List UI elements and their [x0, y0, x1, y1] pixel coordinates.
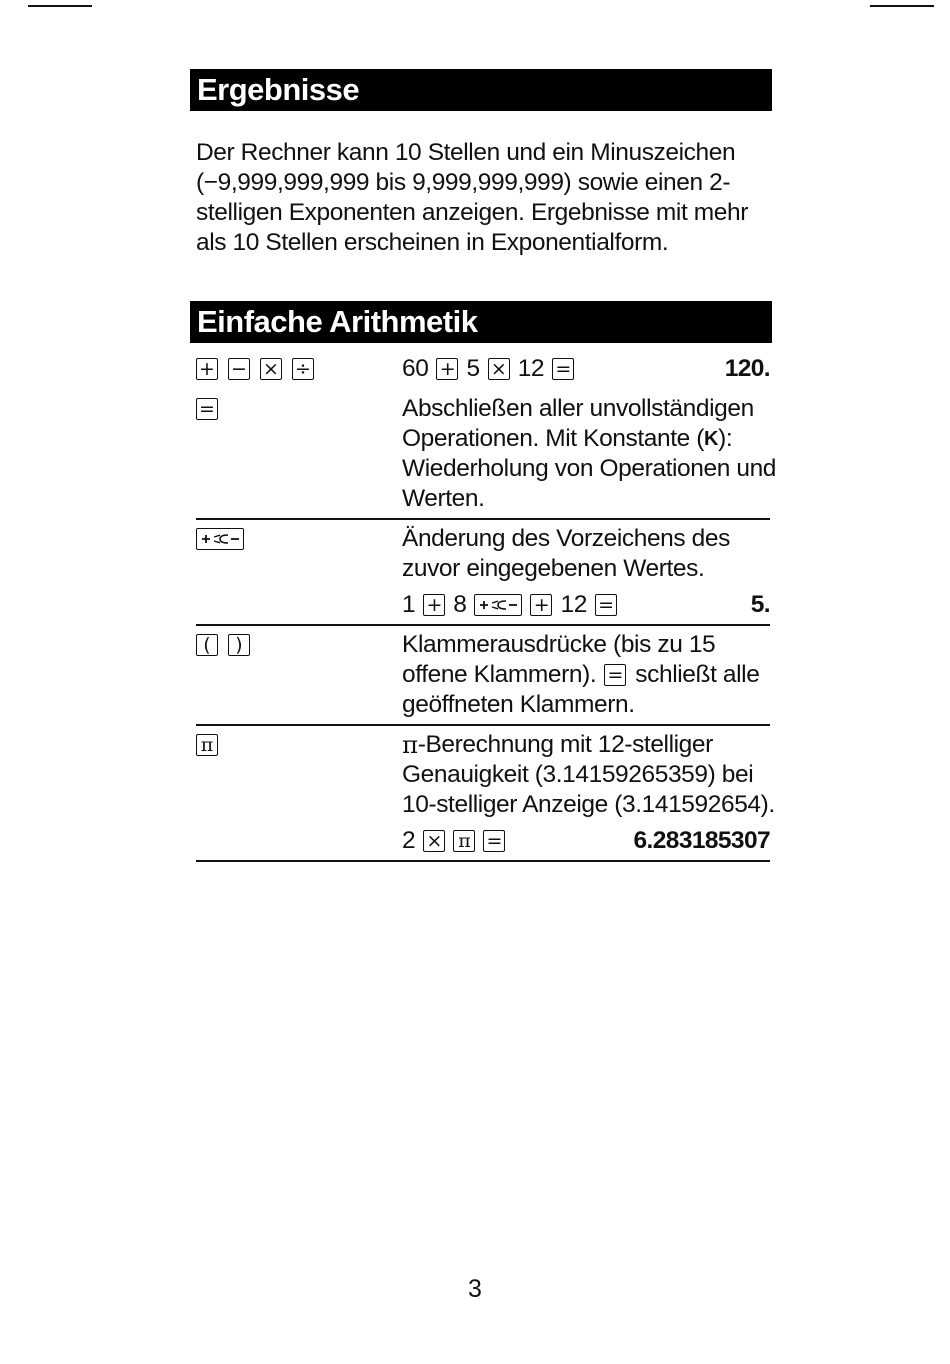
row-parentheses [196, 630, 770, 726]
key-group-sign-change [196, 524, 244, 554]
key-group-pi [196, 730, 218, 760]
keystroke-sequence [402, 826, 770, 856]
description-line: Genauigkeit (3.14159265359) bei [402, 761, 754, 788]
sequence-number: 5 [466, 355, 480, 382]
section-title-arithmetik: Einfache Arithmetik [190, 301, 772, 343]
minus-key-icon: − [228, 358, 250, 380]
row-equals [196, 394, 777, 520]
description-line: geöffneten Klammern. [402, 691, 635, 718]
key-group-equals [196, 394, 218, 424]
key-group-parentheses [196, 630, 250, 660]
description-line: 10-stelliger Anzeige (3.141592654). [402, 791, 775, 818]
sequence-number: 2 [402, 827, 416, 854]
description-pi [402, 730, 775, 856]
multiply-key-icon: × [488, 358, 510, 380]
divide-key-icon: ÷ [292, 358, 314, 380]
paragraph-line: als 10 Stellen erscheinen in Exponentialform. [196, 229, 669, 256]
pi-symbol: π [402, 730, 418, 759]
page-number: 3 [468, 1275, 482, 1303]
row-sign-change [196, 524, 770, 626]
description-line: Wiederholung von Operationen und [402, 455, 777, 482]
sequence-number: 60 [402, 355, 429, 382]
paragraph-line: Der Rechner kann 10 Stellen und ein Minuszeichen [196, 139, 736, 166]
description-line: Klammerausdrücke (bis zu 15 [402, 631, 716, 658]
sequence-number: 8 [453, 591, 467, 618]
description-text: ): [718, 425, 733, 452]
pi-key-icon: π [196, 734, 218, 756]
equals-key-icon: = [196, 398, 218, 420]
paragraph-line: (−9,999,999,999 bis 9,999,999,999) sowie einen 2- [196, 169, 731, 196]
key-group-operators [196, 354, 314, 384]
equals-key-icon: = [552, 358, 574, 380]
constant-symbol: K [704, 428, 719, 450]
description-line [402, 730, 770, 760]
description-line: Abschließen aller unvollständigen [402, 395, 754, 422]
results-paragraph [196, 138, 756, 258]
plus-key-icon: + [436, 358, 458, 380]
description-text: schließt alle [635, 661, 760, 688]
multiply-key-icon: × [260, 358, 282, 380]
plus-key-icon: + [530, 594, 552, 616]
equals-key-icon: = [604, 664, 626, 686]
row-basic-operators [196, 354, 770, 384]
display-result: 5. [750, 591, 770, 618]
sequence-number: 12 [560, 591, 587, 618]
description-equals [402, 394, 777, 514]
crop-mark-left [28, 5, 92, 7]
equals-key-icon: = [595, 594, 617, 616]
description-line: Änderung des Vorzeichens des [402, 525, 730, 552]
display-result: 120. [724, 355, 770, 382]
crop-mark-right [870, 5, 934, 7]
description-line: Werten. [402, 485, 485, 512]
pi-key-icon: π [453, 830, 475, 852]
open-paren-key-icon: ( [196, 634, 218, 656]
equals-key-icon: = [483, 830, 505, 852]
description-text: offene Klammern). [402, 661, 597, 688]
description-parentheses [402, 630, 770, 720]
close-paren-key-icon: ) [228, 634, 250, 656]
sign-change-key-icon [196, 528, 244, 550]
description-line: zuvor eingegebenen Wertes. [402, 555, 705, 582]
sequence-number: 12 [517, 355, 545, 382]
description-line [402, 424, 770, 454]
sequence-number: 1 [402, 591, 416, 618]
keystroke-sequence [402, 354, 770, 384]
description-text: Operationen. Mit Konstante ( [402, 425, 705, 452]
row-pi [196, 730, 775, 862]
plus-key-icon: + [196, 358, 218, 380]
description-text: -Berechnung mit 12-stelliger [417, 731, 713, 758]
section-title-ergebnisse: Ergebnisse [190, 69, 772, 111]
description-line [402, 660, 770, 690]
multiply-key-icon: × [423, 830, 445, 852]
display-result: 6.283185307 [633, 827, 770, 854]
example-operators [402, 354, 770, 384]
description-sign-change [402, 524, 770, 620]
paragraph-line: stelligen Exponenten anzeigen. Ergebnisse mit mehr [196, 199, 749, 226]
keystroke-sequence [402, 590, 770, 620]
plus-key-icon: + [423, 594, 445, 616]
sign-change-key-icon [474, 594, 522, 616]
